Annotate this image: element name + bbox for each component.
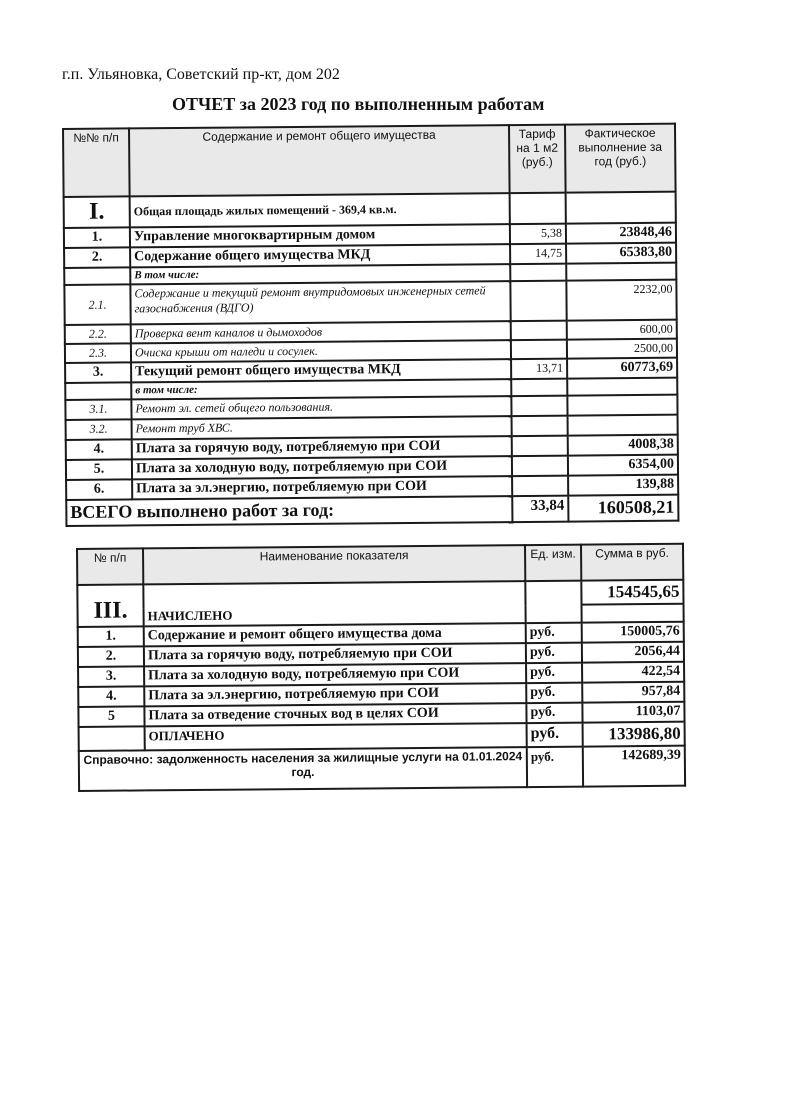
- row-tariff: [511, 379, 567, 396]
- header-actual: Фактическое выполнение за год (руб.): [565, 124, 676, 193]
- paid-unit: руб.: [527, 723, 583, 747]
- row-tariff: 5,38: [510, 224, 566, 244]
- row-name: Плата за эл.энергию, потребляемую при СОИ: [144, 683, 526, 706]
- paid-sum: 133986,80: [583, 722, 685, 747]
- row-tariff: [511, 321, 567, 340]
- header-tariff: Тариф на 1 м2 (руб.): [509, 125, 566, 193]
- section-num: III.: [77, 584, 143, 627]
- reference-sum: 142689,39: [583, 746, 685, 787]
- row-num: 4.: [66, 439, 132, 460]
- header-name: Наименование показателя: [143, 545, 525, 584]
- empty-cell: [566, 192, 676, 224]
- row-tariff: [512, 416, 568, 436]
- row-num: 2.3.: [65, 343, 131, 363]
- row-name: Плата за горячую воду, потребляемую при СОИ: [132, 436, 512, 459]
- row-unit: руб.: [526, 623, 582, 643]
- row-num: 4.: [78, 686, 144, 707]
- section-text: Общая площадь жилых помещений - 369,4 кв.м.: [130, 193, 510, 227]
- row-num: 2.: [78, 646, 144, 667]
- row-tariff: 14,75: [510, 244, 566, 264]
- row-num: 5: [78, 706, 144, 727]
- row-actual: 2232,00: [566, 280, 676, 321]
- row-name: Ремонт эл. сетей общего пользования.: [131, 396, 511, 419]
- row-num: 3.1.: [65, 399, 131, 420]
- report-title: ОТЧЕТ за 2023 год по выполненным работам: [172, 94, 545, 114]
- row-name: Очиска крыши от наледи и сосулек.: [131, 340, 511, 362]
- row-sum: 422,54: [582, 662, 684, 683]
- row-actual: 4008,38: [568, 435, 678, 456]
- row-actual: [567, 378, 677, 396]
- row-num: 2.: [64, 247, 130, 268]
- header-num: №№ п/п: [63, 128, 130, 197]
- row-actual: [568, 415, 678, 436]
- header-sum: Сумма в руб.: [581, 544, 683, 581]
- reference-text: Справочно: задолженность населения за жилищные услуги на 01.01.2024 год.: [79, 747, 527, 791]
- row-name: Содержание и ремонт общего имущества дома: [144, 623, 526, 646]
- charges-table-header: [77, 544, 683, 585]
- row-num: 2.2.: [65, 324, 131, 344]
- row-num: [64, 267, 130, 285]
- empty-cell: [525, 581, 581, 623]
- empty-cell: [510, 193, 566, 224]
- section-text: НАЧИСЛЕНО: [143, 581, 525, 626]
- row-tariff: [512, 476, 568, 496]
- row-name: Проверка вент каналов и дымоходов: [131, 321, 511, 343]
- row-name: Плата за горячую воду, потребляемую при СОИ: [144, 643, 526, 666]
- row-unit: руб.: [526, 643, 582, 663]
- row-sum: 957,84: [582, 682, 684, 703]
- total-tariff: 33,84: [512, 496, 568, 522]
- row-tariff: [510, 264, 566, 281]
- row-name: Содержание общего имущества МКД: [130, 244, 510, 267]
- row-unit: руб.: [526, 683, 582, 703]
- row-sum: 2056,44: [582, 642, 684, 663]
- paid-label: ОПЛАЧЕНО: [145, 723, 527, 750]
- row-name: Плата за холодную воду, потребляемую при СОИ: [144, 663, 526, 686]
- row-name: Плата за эл.энергию, потребляемую при СОИ: [132, 476, 512, 499]
- section-num: I.: [64, 196, 130, 228]
- row-actual: [566, 263, 676, 281]
- row-actual: 60773,69: [567, 358, 677, 379]
- row-name: Содержание и текущий ремонт внутридомовых инженерных сетей газоснабжения (ВДГО): [130, 281, 510, 324]
- row-actual: 65383,80: [566, 243, 676, 264]
- row-name: в том числе:: [131, 379, 511, 399]
- row-actual: 23848,46: [566, 223, 676, 244]
- total-label: ВСЕГО выполнено работ за год:: [66, 496, 512, 526]
- row-num: 3.2.: [66, 419, 132, 440]
- empty-cell: [79, 726, 145, 751]
- row-num: 3.: [65, 362, 131, 383]
- reference-row: [79, 746, 685, 791]
- works-table: [62, 123, 679, 527]
- row-num: 1.: [64, 227, 130, 248]
- row-name: Плата за холодную воду, потребляемую при СОИ: [132, 456, 512, 479]
- row-tariff: [512, 456, 568, 476]
- row-tariff: 13,71: [511, 359, 567, 379]
- row-name: Ремонт труб ХВС.: [132, 416, 512, 439]
- header-num: № п/п: [77, 548, 143, 585]
- row-num: 6.: [66, 479, 132, 500]
- row-tariff: [510, 281, 566, 321]
- table-row: [64, 280, 676, 325]
- row-num: 5.: [66, 459, 132, 480]
- row-actual: 139,88: [568, 475, 678, 496]
- row-sum: 1103,07: [582, 702, 684, 723]
- row-sum: 150005,76: [582, 622, 684, 643]
- row-actual: 600,00: [567, 320, 677, 340]
- row-num: 1.: [78, 626, 144, 647]
- row-actual: 2500,00: [567, 339, 677, 359]
- row-actual: 6354,00: [568, 455, 678, 476]
- row-name: В том числе:: [130, 264, 510, 284]
- row-actual: [567, 395, 677, 416]
- row-num: 2.1.: [64, 284, 130, 325]
- row-name: Текущий ремонт общего имущества МКД: [131, 359, 511, 382]
- address-line: г.п. Ульяновка, Советский пр-кт, дом 202: [62, 66, 340, 83]
- header-name: Содержание и ремонт общего имущества: [129, 125, 510, 196]
- row-unit: руб.: [526, 663, 582, 683]
- charges-table: [76, 543, 686, 792]
- total-row: [66, 495, 678, 526]
- row-tariff: [512, 436, 568, 456]
- row-name: Плата за отведение сточных вод в целях СОИ: [144, 703, 526, 726]
- reference-unit: руб.: [527, 747, 583, 787]
- works-table-header: [63, 124, 676, 197]
- row-tariff: [511, 396, 567, 416]
- row-num: [65, 382, 131, 400]
- empty-cell: [582, 604, 684, 623]
- header-unit: Ед. изм.: [525, 545, 581, 581]
- accrued-sum: 154545,65: [581, 580, 683, 605]
- row-num: 3.: [78, 666, 144, 687]
- total-actual: 160508,21: [568, 495, 678, 522]
- row-tariff: [511, 340, 567, 359]
- row-name: Управление многоквартирным домом: [130, 224, 510, 247]
- row-unit: руб.: [526, 703, 582, 723]
